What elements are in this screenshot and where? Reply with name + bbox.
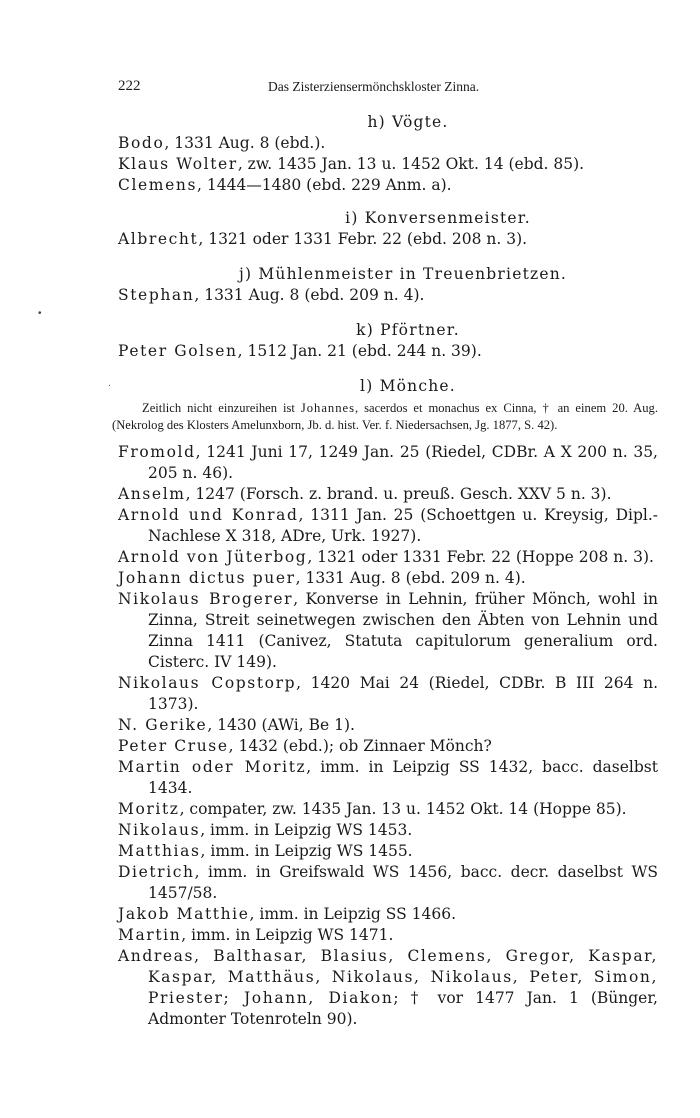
entry-text: , 1321 oder 1331 Febr. 22 (ebd. 208 n. 3).: [198, 230, 528, 248]
entry-name: Peter Cruse: [118, 737, 229, 755]
entry-text: , imm. in Leipzig WS 1471.: [181, 926, 394, 944]
section-heading-vogte: h) Vögte.: [367, 113, 449, 131]
list-item: [118, 229, 658, 250]
entry-text: , compater, zw. 1435 Jan. 13 u. 1452 Okt. 14 (Hoppe 85).: [179, 800, 627, 818]
entry-text: , 1331 Aug. 8 (ebd.).: [164, 134, 326, 152]
list-item: [118, 133, 658, 154]
list-item: [118, 841, 658, 862]
entry-text: , imm. in Greifswald WS 1456, bacc. decr. daselbst WS 1457/58.: [148, 863, 658, 902]
list-item: [118, 547, 658, 568]
entry-text: , 1444—1480 (ebd. 229 Anm. a).: [197, 176, 452, 194]
list-item: [118, 757, 658, 799]
note-text-after: , sacerdos et monachus ex Cinna, † an einem 20. Aug. (Nekrolog des Klosters Amelunxborn, Jb. d. hist. Ver. f. Niedersachsen, Jg. 1877, S. 42).: [112, 401, 659, 432]
list-item: [118, 862, 658, 904]
entry-name: Arnold von Jüterbog: [118, 548, 308, 566]
entry-text: , imm. in Leipzig SS 1466.: [249, 905, 457, 923]
list-item: [118, 442, 658, 484]
entry-text: , 1321 oder 1331 Febr. 22 (Hoppe 208 n. 3).: [307, 548, 654, 566]
entry-text: , imm. in Leipzig WS 1455.: [200, 842, 413, 860]
margin-speck: .: [108, 378, 111, 389]
list-item: [118, 946, 658, 1030]
list-item: [118, 285, 658, 306]
list-item: [118, 904, 658, 925]
entry-name: N. Gerike: [118, 716, 208, 734]
entry-name: Bodo: [118, 134, 165, 152]
entry-name: Dietrich: [118, 863, 195, 881]
page-number: 222: [118, 78, 141, 94]
running-title: Das Zisterziensermönchskloster Zinna.: [268, 79, 480, 94]
entry-text: , 1432 (ebd.); ob Zinnaer Mönch?: [228, 737, 492, 755]
entry-name: Andreas, Balthasar, Blasius, Clemens, Gregor, Kaspar, Kaspar, Matthäus, Nikolaus, Nikolaus, Peter, Simon, Priester; Johann, Diakon: [118, 947, 658, 1007]
entry-name: Johann dictus puer: [118, 569, 296, 587]
entry-name: Matthias: [118, 842, 201, 860]
entry-text: , 1241 Juni 17, 1249 Jan. 25 (Riedel, CDBr. A X 200 n. 35, 205 n. 46).: [148, 443, 658, 482]
entry-name: Clemens: [118, 176, 197, 194]
section-heading-konversenmeister: i) Konversenmeister.: [345, 209, 531, 227]
entry-name: Jakob Matthie: [118, 905, 250, 923]
entry-name: Nikolaus Copstorp: [118, 674, 297, 692]
entry-name: Nikolaus: [118, 821, 201, 839]
entry-text: , 1420 Mai 24 (Riedel, CDBr. B III 264 n. 1373).: [148, 674, 659, 713]
entry-text: , 1512 Jan. 21 (ebd. 244 n. 39).: [237, 342, 482, 360]
list-item: [118, 925, 658, 946]
entry-text: , 1331 Aug. 8 (ebd. 209 n. 4).: [194, 286, 425, 304]
list-item: [118, 175, 658, 196]
list-item: [118, 715, 658, 736]
entry-name: Arnold und Konrad: [118, 506, 299, 524]
note-text-before: Zeitlich nicht einzureihen ist: [142, 401, 301, 415]
page-body: [112, 112, 659, 1030]
list-item: [118, 568, 658, 589]
margin-speck: •: [38, 308, 42, 319]
entry-text: , imm. in Leipzig WS 1453.: [200, 821, 413, 839]
entry-name: Nikolaus Brogerer: [118, 590, 294, 608]
list-item: [118, 673, 658, 715]
entry-name: Stephan: [118, 286, 195, 304]
entry-text: , 1311 Jan. 25 (Schoettgen u. Kreysig, Dipl.-Nachlese X 318, ADre, Urk. 1927).: [148, 506, 658, 545]
list-item: [118, 154, 658, 175]
list-item: [118, 341, 658, 362]
entry-text: , imm. in Leipzig SS 1432, bacc. daselbst 1434.: [148, 758, 658, 797]
entry-text: , 1430 (AWi, Be 1).: [207, 716, 355, 734]
entry-text: , 1247 (Forsch. z. brand. u. preuß. Gesch. XXV 5 n. 3).: [185, 485, 612, 503]
list-item: [118, 820, 658, 841]
list-item: [118, 799, 658, 820]
note-name: Johannes: [300, 401, 355, 415]
footnote-paragraph: [112, 400, 658, 434]
section-heading-muhlenmeister: j) Mühlenmeister in Treuenbrietzen.: [238, 265, 568, 283]
section-heading-monche: l) Mönche.: [360, 377, 456, 395]
list-item: [118, 484, 658, 505]
list-item: [118, 505, 658, 547]
entry-text: ; † vor 1477 Jan. 1 (Bünger, Admonter Totenroteln 90).: [148, 989, 658, 1028]
entry-name: Peter Golsen: [118, 342, 238, 360]
entry-name: Fromold: [118, 443, 196, 461]
entry-text: , Konverse in Lehnin, früher Mönch, wohl in Zinna, Streit seinetwegen zwischen den Äbten von Lehnin und Zinna 1411 (Canivez, Statuta capitulorum generalium ord. Cisterc. IV 149).: [148, 590, 659, 671]
entry-name: Anselm: [118, 485, 186, 503]
entry-name: Albrecht: [118, 230, 199, 248]
running-head: [118, 78, 658, 98]
entry-name: Martin oder Moritz: [118, 758, 307, 776]
section-heading-pfortner: k) Pförtner.: [356, 321, 460, 339]
entry-name: Moritz: [118, 800, 180, 818]
entry-text: , 1331 Aug. 8 (ebd. 209 n. 4).: [295, 569, 526, 587]
entry-name: Martin: [118, 926, 182, 944]
list-item: [118, 589, 658, 673]
entry-text: , zw. 1435 Jan. 13 u. 1452 Okt. 14 (ebd. 85).: [237, 155, 585, 173]
list-item: [118, 736, 658, 757]
entry-name: Klaus Wolter: [118, 155, 238, 173]
